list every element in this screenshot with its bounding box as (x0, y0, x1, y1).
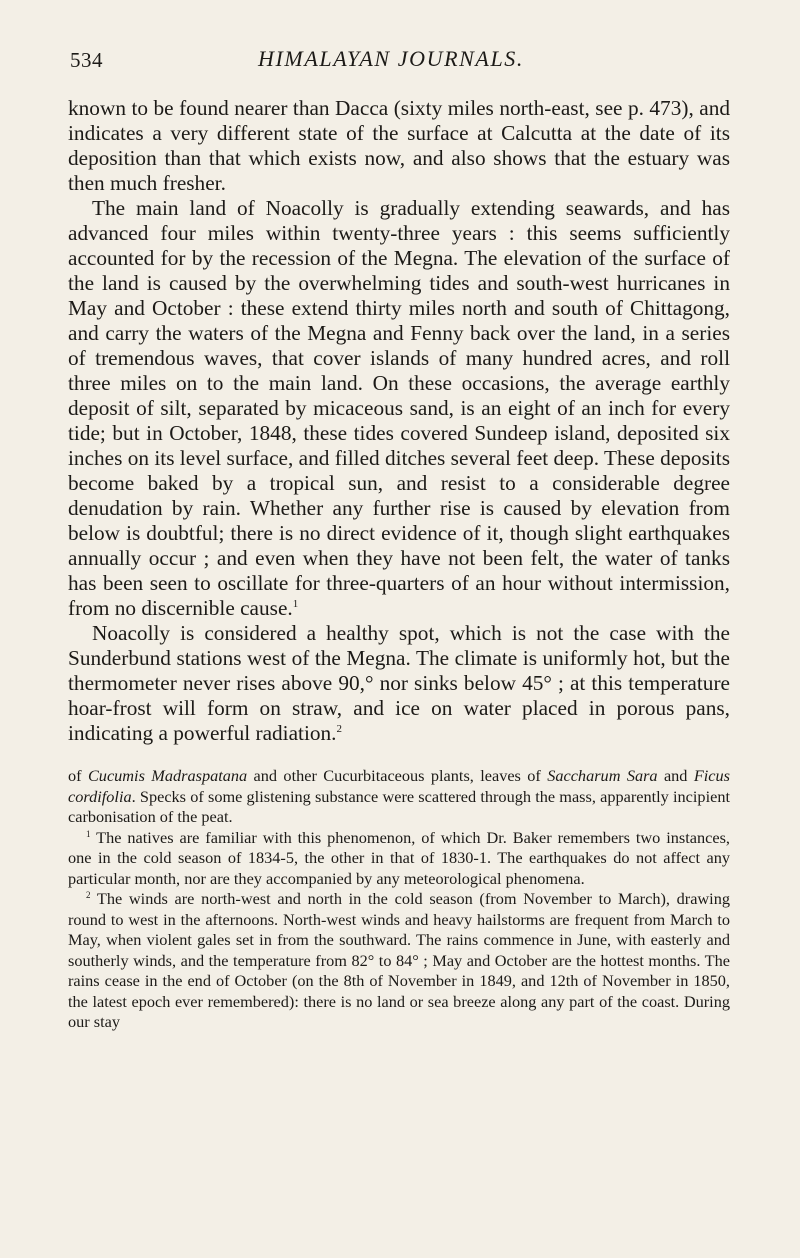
page-header (68, 42, 730, 82)
footnote-2 (68, 889, 730, 1033)
footnote-ref: 2 (336, 723, 342, 735)
footnote-1 (68, 828, 730, 890)
page-number: 534 (70, 48, 103, 72)
footnote-text: of (68, 766, 88, 785)
footnote-text: The natives are familiar with this phenomenon, of which Dr. Baker remembers two instances, one in the cold season of 1834-5, the other in that of 1830-1. The earthquakes do not affect any particular month, nor are they accompanied by any meteorological phenomena. (68, 827, 730, 888)
species-name: Saccharum Sara (547, 766, 658, 785)
paragraph-text: Noacolly is considered a healthy spot, which is not the case with the Sunderbund stations west of the Megna. The climate is uniformly hot, but the thermometer never rises above 90,° nor sinks below 45° ; at this temperature hoar-frost will form on straw, and ice on water placed in porous pans, indicating a powerful radiation. (68, 621, 730, 745)
footnote-text: and other Cucurbitaceous plants, leaves of (247, 766, 548, 785)
running-title: HIMALAYAN JOURNALS. (258, 46, 524, 71)
species-name: Cucumis Madraspatana (87, 766, 248, 785)
footnote-mark: 2 (86, 890, 91, 900)
footnote-mark: 1 (86, 828, 91, 839)
footnote-ref: 1 (292, 598, 299, 610)
paragraph-climate (68, 621, 730, 746)
paragraph-noacolly-land (68, 196, 730, 621)
footnote-continuation (68, 766, 730, 828)
main-text (68, 96, 730, 746)
paragraph-continuation (68, 96, 730, 196)
footnote-text: The winds are north-west and north in the cold season (from November to March), drawing round to west in the afternoons. North-west winds and heavy hailstorms are frequent from March to May, when violent gales set in from the southward. The rains commence in June, with easterly and southerly winds, and the temperature from 82° to 84° ; May and October are the hottest months. The rains cease in the end of October (on the 8th of November in 1849, and 12th of November in 1850, the latest epoch ever remembered): there is no land or sea breeze along any part of the coast. During our stay (68, 889, 730, 1031)
footnote-text: . Specks of some glistening substance were scattered through the mass, apparently incipient carbonisation of the peat. (68, 786, 730, 826)
paragraph-text: The main land of Noacolly is gradually extending seawards, and has advanced four miles within twenty-three years : this seems sufficiently accounted for by the recession of the Megna. The elevation of the surface of the land is caused by the overwhelming tides and south-west hurricanes in May and October : these extend thirty miles north and south of Chittagong, and carry the waters of the Megna and Fenny back over the land, in a series of tremendous waves, that cover islands of many hundred acres, and roll three miles on to the main land. On these occasions, the average earthly deposit of silt, separated by micaceous sand, is an eight of an inch for every tide; but in October, 1848, these tides covered Sundeep island, deposited six inches on its level surface, and filled ditches several feet deep. These deposits become baked by a tropical sun, and resist to a considerable degree denudation by rain. Whether any further rise is caused by elevation from below is doubtful; there is no direct evidence of it, though slight earthquakes annually occur ; and even when they have not been felt, the water of tanks has been seen to oscillate for three-quarters of an hour without intermission, from no discernible cause. (68, 196, 730, 620)
species-name: Ficus cordifolia (68, 766, 730, 806)
paragraph-text: known to be found nearer than Dacca (sixty miles north-east, see p. 473), and indicates a very different state of the surface at Calcutta at the date of its deposition than that which exists now, and also shows that the estuary was then much fresher. (68, 96, 730, 195)
footnote-text: and (657, 766, 694, 785)
footnotes (68, 766, 730, 1033)
